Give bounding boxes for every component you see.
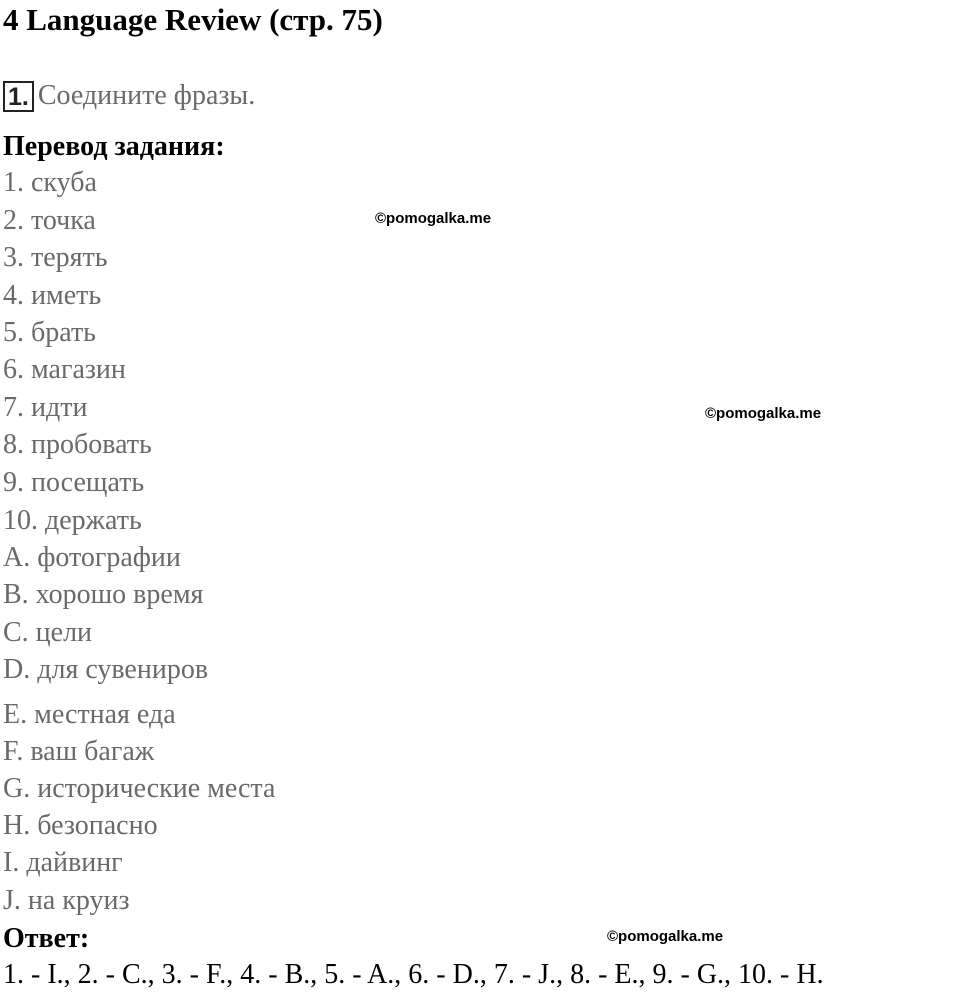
list-item: 8. пробовать xyxy=(3,429,152,460)
list-item: C. цели xyxy=(3,617,93,648)
list-item: H. безопасно xyxy=(3,810,158,841)
translation-heading: Перевод задания: xyxy=(3,131,225,162)
list-item: D. для сувениров xyxy=(3,654,209,685)
list-item: 3. терять xyxy=(3,242,108,273)
list-item: 9. посещать xyxy=(3,467,145,498)
list-item: 7. идти xyxy=(3,392,88,423)
list-item: E. местная еда xyxy=(3,699,176,730)
list-item: 1. скуба xyxy=(3,167,97,198)
list-item: 6. магазин xyxy=(3,354,126,385)
list-item: I. дайвинг xyxy=(3,847,123,878)
watermark: ©pomogalka.me xyxy=(607,928,724,945)
watermark: ©pomogalka.me xyxy=(375,210,492,227)
watermark: ©pomogalka.me xyxy=(705,405,822,422)
list-item: 4. иметь xyxy=(3,280,102,311)
answer-text: 1. - I., 2. - C., 3. - F., 4. - B., 5. - A., 6. - D., 7. - J., 8. - E., 9. - G., 10. - H. xyxy=(3,959,824,990)
answer-heading: Ответ: xyxy=(3,923,90,954)
task-instruction: Соедините фразы. xyxy=(37,80,256,111)
list-item: G. исторические места xyxy=(3,773,276,804)
list-item: 10. держать xyxy=(3,505,142,536)
list-item: J. на круиз xyxy=(3,885,130,916)
page-title: 4 Language Review (стр. 75) xyxy=(3,2,383,37)
task-number-badge: 1. xyxy=(3,81,34,112)
task-header xyxy=(3,78,255,114)
list-item: 2. точка xyxy=(3,205,96,236)
list-item: 5. брать xyxy=(3,317,96,348)
list-item: B. хорошо время xyxy=(3,579,204,610)
list-item: A. фотографии xyxy=(3,542,181,573)
list-item: F. ваш багаж xyxy=(3,736,155,767)
